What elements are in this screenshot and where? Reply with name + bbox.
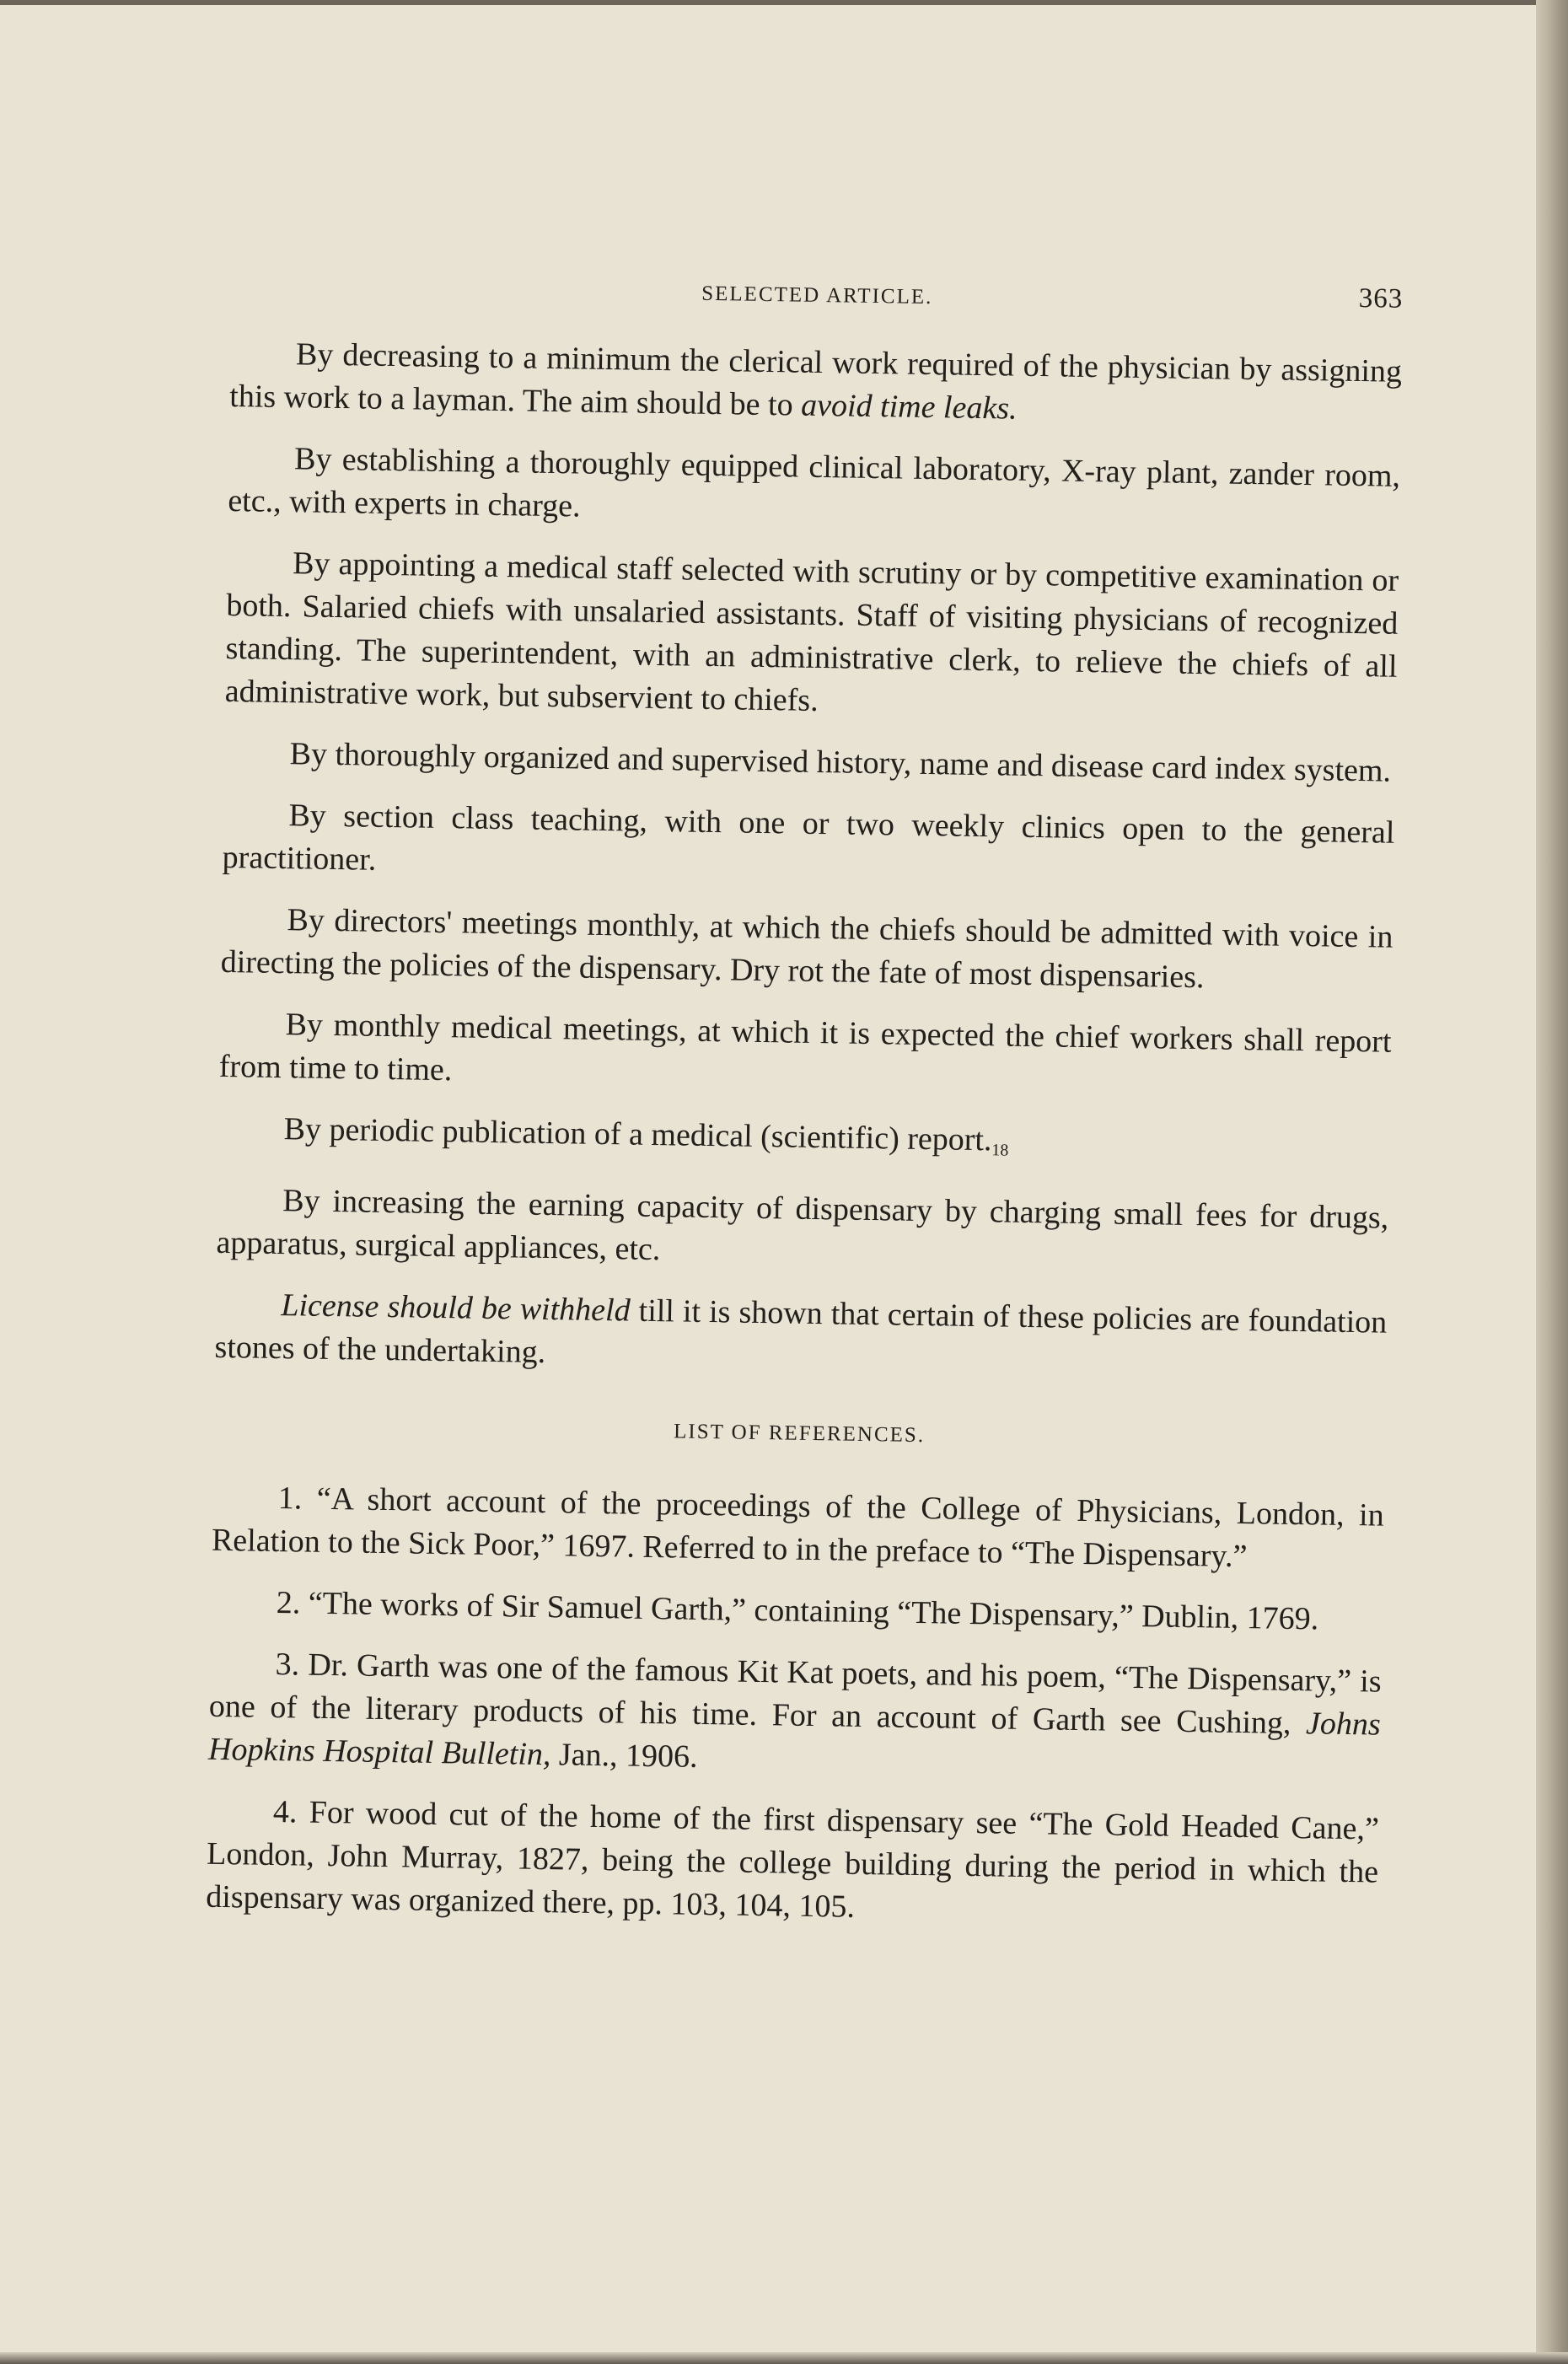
italic-text: avoid time leaks.: [800, 387, 1018, 427]
body-paragraph: [214, 1283, 1387, 1388]
reference-item: [210, 1581, 1383, 1642]
text-segment: 4. For wood cut of the home of the first dispensary see “The Gold Headed Cane,” London, John Murray, 1827, being the college building during the period in which the dispensary was organized there, pp. 103, 104, 105.: [206, 1793, 1380, 1925]
text-segment: By decreasing to a minimum the clerical work required of the physician by assigning this work to a layman. The aim should be to: [228, 336, 1403, 423]
text-segment: By periodic publication of a medical (scientific) report.: [283, 1111, 992, 1158]
text-segment: 3. Dr. Garth was one of the famous Kit Kat poets, and his poem, “The Dispensary,” is one of the literary products of his time. For an account of Garth see Cushing,: [208, 1647, 1382, 1742]
body-paragraph: [224, 541, 1399, 732]
text-block: [206, 253, 1404, 1956]
text-segment: 2. “The works of Sir Samuel Garth,” containing “The Dispensary,” Dublin, 1769.: [276, 1585, 1319, 1637]
text-segment: By appointing a medical staff selected with scrutiny or by competitive examination or both. Salaried chiefs with unsalaried assistants. Staff of visiting physicians of recognized standing. The superintendent, with an administrative clerk, to relieve the chiefs of all administrative work, but subservient to chiefs.: [224, 545, 1399, 718]
text-segment: By thoroughly organized and supervised history, name and disease card index system.: [289, 736, 1392, 789]
references-list: [206, 1476, 1384, 1937]
text-segment: 1. “A short account of the proceedings of the College of Physicians, London, in Relation to the Sick Poor,” 1697. Referred to in the preface to “The Dispensary.”: [211, 1480, 1384, 1575]
reference-item: [206, 1790, 1379, 1937]
running-head-title: SELECTED ARTICLE.: [701, 282, 933, 309]
text-segment: By section class teaching, with one or two weekly clinics open to the general practitioner.: [222, 798, 1395, 878]
reference-item: [212, 1476, 1384, 1581]
text-segment: By directors' meetings monthly, at which the chiefs should be admitted with voice in directing the policies of the dispensary. Dry rot the fate of most dispensaries.: [220, 902, 1393, 996]
body-paragraph: [228, 437, 1400, 541]
text-segment: By monthly medical meetings, at which it is expected the chief workers shall report from time to time.: [218, 1007, 1392, 1088]
body-paragraph: [217, 1107, 1390, 1179]
body-paragraph: [223, 732, 1396, 793]
italic-text: License should be withheld: [281, 1287, 631, 1329]
reference-item: [208, 1642, 1382, 1790]
body-paragraph: [218, 1002, 1391, 1107]
page-top-edge: [0, 0, 1568, 5]
text-segment: By establishing a thoroughly equipped clinical laboratory, X-ray plant, zander room, etc., with experts in charge.: [228, 441, 1401, 524]
body-paragraph: [229, 332, 1402, 437]
italic-text: Johns Hopkins Hospital Bulletin,: [207, 1706, 1382, 1773]
footnote-marker: 18: [991, 1141, 1009, 1160]
text-segment: By increasing the earning capacity of dispensary by charging small fees for drugs, apparatus, surgical appliances, etc.: [216, 1183, 1389, 1268]
text-segment: till it is shown that certain of these policies are foundation stones of the undertaking.: [214, 1292, 1388, 1371]
running-head: [231, 253, 1404, 322]
body-paragraph: [222, 793, 1394, 898]
body-paragraph: [216, 1179, 1388, 1283]
body-paragraph: [220, 898, 1393, 1002]
body-paragraphs: [214, 332, 1402, 1388]
page-number: 363: [1358, 283, 1404, 314]
page-bottom-edge: [0, 2352, 1568, 2364]
references-heading: LIST OF REFERENCES.: [673, 1420, 926, 1448]
text-segment: Jan., 1906.: [550, 1737, 698, 1775]
page-gutter: [1536, 0, 1568, 2364]
